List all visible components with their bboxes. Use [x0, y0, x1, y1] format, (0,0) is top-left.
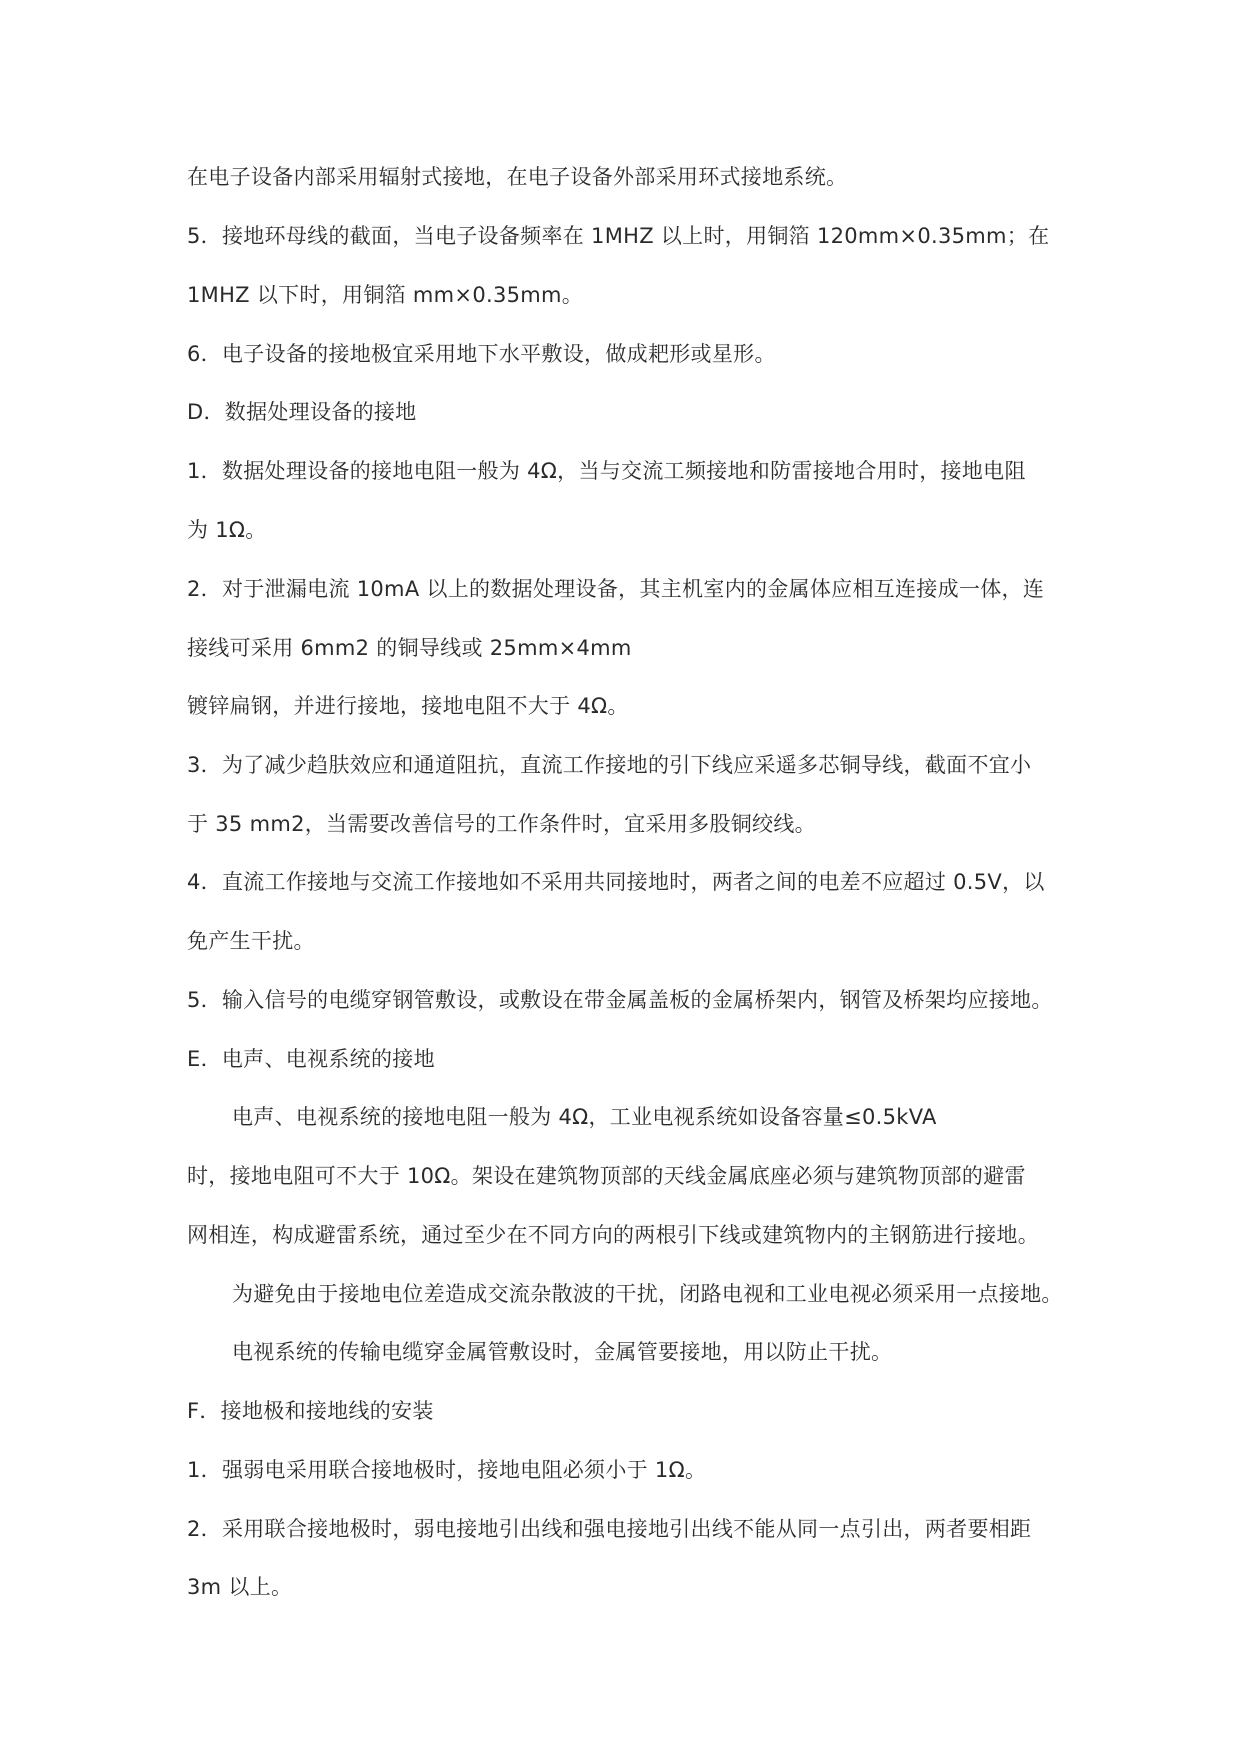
text-line: 6．电子设备的接地极宜采用地下水平敷设，做成耙形或星形。: [187, 342, 776, 366]
text-line: 免产生干扰。: [187, 929, 315, 953]
text-line: 接线可采用 6mm2 的铜导线或 25mm×4mm: [187, 636, 632, 660]
text-line: 电声、电视系统的接地电阻一般为 4Ω，工业电视系统如设备容量≤0.5kVA: [232, 1105, 937, 1129]
text-line: 为避免由于接地电位差造成交流杂散波的干扰，闭路电视和工业电视必须采用一点接地。: [232, 1282, 1063, 1306]
text-line: 4．直流工作接地与交流工作接地如不采用共同接地时，两者之间的电差不应超过 0.5V，以: [187, 870, 1045, 894]
text-line: 1．数据处理设备的接地电阻一般为 4Ω，当与交流工频接地和防雷接地合用时，接地电阻: [187, 459, 1026, 483]
text-line: 3．为了减少趋肤效应和通道阻抗，直流工作接地的引下线应采遥多芯铜导线，截面不宜小: [187, 753, 1032, 777]
text-line: 2．采用联合接地极时，弱电接地引出线和强电接地引出线不能从同一点引出，两者要相距: [187, 1517, 1032, 1541]
section-heading: D．数据处理设备的接地: [187, 400, 417, 424]
text-line: 为 1Ω。: [187, 518, 267, 542]
text-line: 电视系统的传输电缆穿金属管敷设时，金属管要接地，用以防止干扰。: [232, 1340, 893, 1364]
text-line: 2．对于泄漏电流 10mA 以上的数据处理设备，其主机室内的金属体应相互连接成一体，连: [187, 577, 1045, 601]
text-line: 网相连，构成避雷系统，通过至少在不同方向的两根引下线或建筑物内的主钢筋进行接地。: [187, 1223, 1039, 1247]
section-heading: F．接地极和接地线的安装: [187, 1399, 434, 1423]
text-line: 3m 以上。: [187, 1575, 293, 1599]
text-line: 1．强弱电采用联合接地极时，接地电阻必须小于 1Ω。: [187, 1458, 707, 1482]
text-line: 1MHZ 以下时，用铜箔 mm×0.35mm。: [187, 283, 584, 307]
text-line: 于 35 mm2，当需要改善信号的工作条件时，宜采用多股铜绞线。: [187, 812, 816, 836]
text-line: 时，接地电阻可不大于 10Ω。架设在建筑物顶部的天线金属底座必须与建筑物顶部的避雷: [187, 1164, 1026, 1188]
text-line: 5．接地环母线的截面，当电子设备频率在 1MHZ 以上时，用铜箔 120mm×0.35mm；在: [187, 224, 1050, 248]
text-line: 镀锌扁钢，并进行接地，接地电阻不大于 4Ω。: [187, 694, 629, 718]
text-line: 5．输入信号的电缆穿钢管敷设，或敷设在带金属盖板的金属桥架内，钢管及桥架均应接地。: [187, 988, 1053, 1012]
text-line: 在电子设备内部采用辐射式接地，在电子设备外部采用环式接地系统。: [187, 165, 848, 189]
section-heading: E．电声、电视系统的接地: [187, 1047, 435, 1071]
